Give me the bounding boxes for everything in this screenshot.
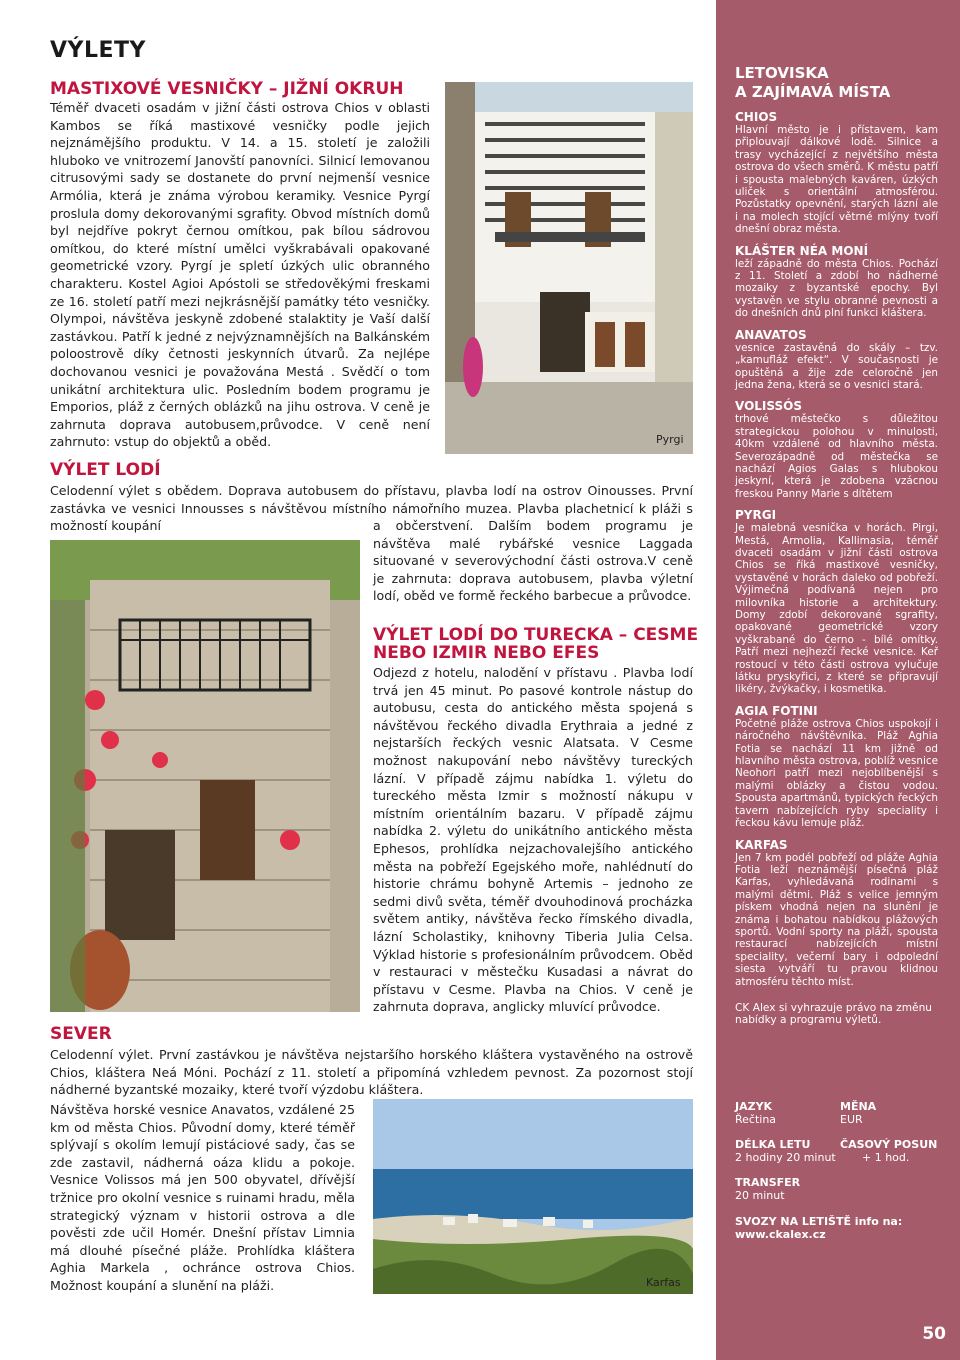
info-svozy	[735, 1215, 935, 1241]
place-karfas	[735, 838, 938, 988]
place-name: PYRGI	[735, 508, 777, 523]
place-name: KLÁŠTER NÉA MONÍ	[735, 243, 869, 258]
place-name: AGIA FOTINI	[735, 703, 818, 718]
section-title-turecko-1: VÝLET LODÍ DO TURECKA – CESME	[373, 625, 699, 645]
sidebar	[716, 0, 960, 1360]
time-shift-value: + 1 hod.	[862, 1151, 910, 1164]
pyrgi-illustration	[445, 82, 693, 454]
place-pyrgi	[735, 508, 938, 696]
flight-length-value: 2 hodiny 20 minut	[735, 1151, 836, 1164]
place-name: CHIOS	[735, 110, 778, 124]
karfas-photo	[373, 1099, 693, 1294]
house-illustration	[50, 540, 360, 1012]
pyrgi-photo	[445, 82, 693, 454]
website-link[interactable]: www.ckalex.cz	[735, 1228, 826, 1241]
pyrgi-caption: Pyrgi	[656, 433, 684, 446]
disclaimer: CK Alex si vyhrazuje právo na změnu nabídky a programu výletů.	[735, 1001, 932, 1027]
section-title-sever: SEVER	[50, 1024, 112, 1044]
place-name: ANAVATOS	[735, 327, 807, 342]
place-agia-fotini	[735, 704, 938, 830]
place-text: leží západně do města Chios. Pochází z 11. Století a zdobí ho nádherné mozaiky z byzantské epochy. Byl vystavěn ve stylu obranné pevnosti a do dnešních dnů plní funkci kláštera.	[735, 257, 938, 320]
language-label: JAZYK	[735, 1100, 773, 1113]
place-text: Je malebná vesnička v horách. Pirgi, Mestá, Armolia, Kallimasia, téměř dvaceti osadám v jižní části ostrova Chios se říká mastixové vesničky, vystavěné v horách daleko od pobřeží. Výjimečná podívaná nejen pro milovníka historie a architektury. Domy zdobí dekorované sgrafity, opakované geometrické vzory vyškrabané do černo - bílé omítky. Patří mezi nejhezčí řecké vesnice. Keř rostoucí v této části ostrova vylučuje látku pryskyřici, z které se připravují likéry, žvýkačky, i kosmetika.	[735, 522, 938, 696]
place-name: KARFAS	[735, 837, 788, 852]
section-text-turecko: Odjezd z hotelu, nalodění v přístavu . Plavba lodí trvá jen 45 minut. Po pasové kontrole nástup do autobusu, cesta do antického města spojená s návštěvou řeckého divadla Erythraia a jedné z nejstarších řeckých vesnic Alatsata. V Cesme možnost nakupování nebo návštěvy tureckých lázní. V případě zájmu nabídka 1. výletu do tureckého města Izmir s možností nákupu v místním orientálním bazaru. V případě zájmu nabídka 2. výletu do unikátního antického města Ephesos, prohlídka nejzachovalejšího antického města na pobřeží Egejského moře, nahlédnutí do historie chrámu bohyně Artemis – jednoho ze sedmi divů světa, téměř dvouhodinová procházka světem antiky, návštěva řecko římského divadla, lázní Scholastiky, knihovny Tiberia Julia Celsa. Výklad historie s profesionálním průvodcem. Oběd v restauraci v městečku Kusadasi a návrat do přístavu v Cesme. Plavba na Chios. V ceně je zahrnuta doprava, anglicky mluvící průvodce.	[373, 665, 693, 1015]
place-nea-moni	[735, 244, 938, 320]
section-text-sever-wide: Celodenní výlet. První zastávkou je návštěva nejstaršího horského kláštera vystavěného na ostrově Chios, kláštera Neá Móni. Pochází z 11. století a připomíná vzhledem pevnost. Za pozornost stojí nádherné byzantské mozaiky, které tvoří výzdobu kláštera.	[50, 1047, 693, 1098]
time-shift-label: ČASOVÝ POSUN	[840, 1138, 938, 1151]
section-title-lodi: VÝLET LODÍ	[50, 460, 161, 480]
place-anavatos	[735, 328, 938, 392]
section-title-turecko-2: NEBO IZMIR NEBO EFES	[373, 643, 600, 663]
section-title-mastix: MASTIXOVÉ VESNIČKY – JIŽNÍ OKRUH	[50, 79, 404, 99]
section-text-mastix: Téměř dvaceti osadám v jižní části ostrova Chios v oblasti Kambos se říká mastixové vesničky podle jejich nejznámějšího produktu. V 14. a 15. století je založili hluboko ve vnitrozemí Janovští panovníci. Silnicí lemovanou citrusovými sady se dostanete do první nejmenší vesnice Armólia, která je známa výrobou keramiky. Vesnice Pyrgí proslula domy dekorovanými sgrafity. Obvod místních domů byl nejdříve pokryt černou omítkou, pak bílou sádrovou omítkou, do které místní umělci vyškrabávali opakované geometrické vzory. Pyrgí je spletí úzkých ulic obranného charakteru. Kostel Agioi Apóstoli se středověkými freskami ze 16. století patří mezi nejkrásnější památky této vesničky. Olympoi, návštěva jeskyně zdobené stalaktity je Vaší další zastávkou. Patří k jedné z nejvýznamnějších na Balkánském poloostrově díky četnosti jeskynních útvarů. Za nejlépe dochovanou vesnici je považována Mestá . Svědčí o tom unikátní architektura ulic. Posledním bodem programu je Emporios, pláž z černých oblázků na jihu ostrova. V ceně je zahrnuta doprava autobusem,průvodce. V ceně není zahrnuto: vstup do objektů a oběd.	[50, 100, 430, 450]
karfas-caption: Karfas	[646, 1276, 681, 1289]
place-text: trhové městečko s důležitou strategickou polohou v minulosti, 40km vzdálené od hlavního města. Severozápadně od městečka se nachází Agios Galas s hlubokou jeskyní, která je zdobena vzácnou freskou Panny Marie s dítětem	[735, 413, 938, 500]
sidebar-title-1: LETOVISKA	[735, 64, 829, 82]
page-title: VÝLETY	[50, 38, 146, 63]
place-chios	[735, 110, 938, 236]
section-text-lodi-narrow: a občerstvení. Dalším bodem programu je návštěva malé rybářské vesnice Laggada situované v severovýchodní části ostrova.V ceně je zahrnuta: doprava autobusem, plavba výletní lodí, oběd ve formě řeckého barbecue a průvodce.	[373, 518, 693, 604]
sidebar-content	[735, 64, 938, 1027]
transfer-label: TRANSFER	[735, 1176, 801, 1189]
place-text: Hlavní město je i přístavem, kam připlouvají dálkové lodě. Silnice a trasy vycházející z největšího města ostrova do všech směrů. K městu patří i spousta malebných kaváren, úzkých uliček s orientální atmosférou. Pozůstatky opevnění, starých lázní ale i na molech stojící větrné mlýny tvoří dnešní obraz města.	[735, 124, 938, 236]
currency-label: MĚNA	[840, 1100, 877, 1113]
page-number: 50	[922, 1324, 946, 1344]
svozy-label: SVOZY NA LETIŠTĚ info na:	[735, 1215, 903, 1228]
place-text: vesnice zastavěná do skály – tzv. „kamufláž efekt“. V současnosti je opuštěná a žije zde celoročně jen jedna žena, která se o vesnici stará.	[735, 341, 938, 391]
place-volissos	[735, 399, 938, 500]
place-name: VOLISSÓS	[735, 399, 802, 414]
flight-length-label: DÉLKA LETU	[735, 1138, 811, 1151]
currency-value: EUR	[840, 1113, 863, 1126]
house-photo	[50, 540, 360, 1012]
section-text-lodi-wide: Celodenní výlet s obědem. Doprava autobusem do přístavu, plavba lodí na ostrov Oinousses. První zastávka ve vesnici Innousses s návštěvou místního námořního muzea. Plavba plachetnicí k pláži s možností koupání	[50, 483, 693, 534]
transfer-value: 20 minut	[735, 1189, 785, 1202]
info-transfer	[735, 1176, 935, 1202]
language-value: Řečtina	[735, 1113, 777, 1126]
karfas-illustration	[373, 1099, 693, 1294]
place-text: Početné pláže ostrova Chios uspokojí i náročného návštěvníka. Pláž Aghia Fotia se nachází 11 km jižně od hlavního města ostrova, poblíž vesnice Neohori patří mezi nejoblíbenější s malými oblázky a čistou vodou. Spousta apartmánů, typických řeckých tavern nabízejících ryby speciality i řeckou kávu lemuje pláž.	[735, 717, 938, 830]
place-text: Jen 7 km podél pobřeží od pláže Aghia Fotia leží neznámější písečná pláž Karfas, vyhledávaná rodinami s malými dětmi. Pláž s velice jemným pískem vhodná nejen na slunění je známa i bohatou nabídkou plážových sportů. Vodní sporty na pláži, spousta restaurací nabízejících místní speciality, večerní bary i odpolední siesta vytváří tu pravou klidnou atmosféru těchto míst.	[735, 851, 938, 988]
section-text-sever-narrow: Návštěva horské vesnice Anavatos, vzdálené 25 km od města Chios. Původní domy, které téměř splývají s okolím lemují pistáciové sady, čas se zde zastavil, nádherná oáza klidu a pokoje. Vesnice Volissos má jen 500 obyvatel, dřívější tržnice pro okolní vesnice s ruinami hradu, měla strategický význam v historii ostrova a dle pověsti zde učil Homér. Dnešní přístav Limnia má dlouhé písečné pláže. Prohlídka kláštera Aghia Markela , ochránce ostrova Chios. Možnost koupání a slunění na pláži.	[50, 1102, 355, 1293]
sidebar-title-2: A ZAJÍMAVÁ MÍSTA	[735, 83, 891, 101]
